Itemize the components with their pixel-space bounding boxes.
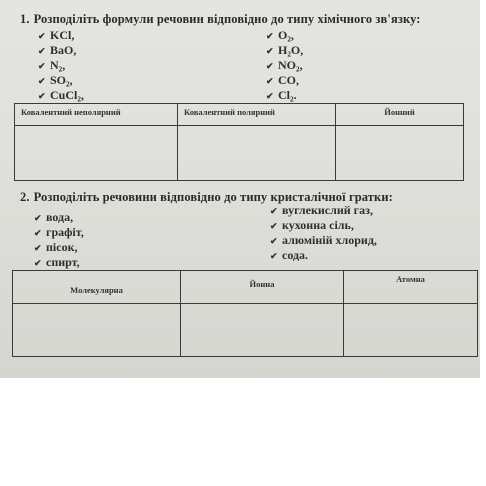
table-row bbox=[15, 126, 464, 181]
q1-left-item bbox=[38, 28, 74, 43]
column-covalent-nonpolar: Ковалентний неполярний bbox=[15, 104, 178, 126]
check-icon: ✔ bbox=[266, 91, 274, 101]
answer-cell[interactable] bbox=[344, 304, 478, 357]
check-icon: ✔ bbox=[38, 31, 46, 41]
check-icon: ✔ bbox=[34, 213, 42, 223]
check-icon: ✔ bbox=[34, 258, 42, 268]
answer-cell[interactable] bbox=[15, 126, 178, 181]
item-text: KCl, bbox=[50, 28, 75, 42]
answer-cell[interactable] bbox=[336, 126, 464, 181]
q1-left-item bbox=[38, 58, 65, 73]
question-2-number: 2. bbox=[20, 190, 30, 204]
item-text: графіт, bbox=[46, 225, 84, 239]
check-icon: ✔ bbox=[38, 91, 46, 101]
item-text: вуглекислий газ, bbox=[282, 203, 373, 217]
answer-cell[interactable] bbox=[13, 304, 181, 357]
q1-right-item bbox=[266, 28, 294, 43]
check-icon: ✔ bbox=[34, 243, 42, 253]
q1-left-item bbox=[38, 73, 73, 88]
q1-right-item bbox=[266, 88, 297, 103]
question-1-title bbox=[20, 12, 421, 27]
table-header-row bbox=[13, 271, 478, 304]
q1-right-item bbox=[266, 73, 299, 88]
q2-right-item bbox=[270, 218, 354, 233]
check-icon: ✔ bbox=[270, 236, 278, 246]
check-icon: ✔ bbox=[270, 206, 278, 216]
crystal-lattice-table bbox=[12, 270, 478, 357]
q1-left-item bbox=[38, 88, 84, 103]
column-atomic: Атомна bbox=[344, 271, 478, 304]
column-ionic-lattice: Йонна bbox=[181, 271, 344, 304]
q1-left-item bbox=[38, 43, 76, 58]
q2-left-item bbox=[34, 240, 78, 255]
check-icon: ✔ bbox=[38, 76, 46, 86]
question-1-text: Розподіліть формули речовин відповідно до типу хімічного зв'язку: bbox=[33, 12, 421, 26]
item-text: спирт, bbox=[46, 255, 80, 269]
answer-cell[interactable] bbox=[178, 126, 336, 181]
q2-left-item bbox=[34, 210, 73, 225]
q2-left-item bbox=[34, 225, 84, 240]
check-icon: ✔ bbox=[38, 46, 46, 56]
item-text: сода. bbox=[282, 248, 309, 262]
question-1-number: 1. bbox=[20, 12, 30, 26]
item-text: NO₂, bbox=[278, 58, 303, 72]
item-text: CO, bbox=[278, 73, 299, 87]
check-icon: ✔ bbox=[266, 61, 274, 71]
item-text: SO₂, bbox=[50, 73, 73, 87]
q2-left-item bbox=[34, 255, 80, 270]
item-text: Cl₂. bbox=[278, 88, 297, 102]
column-molecular: Молекулярна bbox=[13, 271, 181, 304]
item-text: BaO, bbox=[50, 43, 77, 57]
item-text: CuCl₂, bbox=[50, 88, 84, 102]
question-2-text: Розподіліть речовини відповідно до типу кристалічної гратки: bbox=[33, 190, 393, 204]
q1-right-item bbox=[266, 58, 303, 73]
q2-right-item bbox=[270, 203, 373, 218]
bond-type-table bbox=[14, 103, 464, 181]
check-icon: ✔ bbox=[34, 228, 42, 238]
q1-right-item bbox=[266, 43, 303, 58]
item-text: алюміній хлорид, bbox=[282, 233, 377, 247]
item-text: H₂O, bbox=[278, 43, 304, 57]
item-text: вода, bbox=[46, 210, 74, 224]
check-icon: ✔ bbox=[266, 76, 274, 86]
check-icon: ✔ bbox=[270, 251, 278, 261]
check-icon: ✔ bbox=[266, 46, 274, 56]
item-text: N₂, bbox=[50, 58, 66, 72]
check-icon: ✔ bbox=[266, 31, 274, 41]
q2-right-item bbox=[270, 233, 377, 248]
answer-cell[interactable] bbox=[181, 304, 344, 357]
q2-right-item bbox=[270, 248, 308, 263]
table-header-row bbox=[15, 104, 464, 126]
check-icon: ✔ bbox=[270, 221, 278, 231]
column-covalent-polar: Ковалентний полярний bbox=[178, 104, 336, 126]
column-ionic: Йонний bbox=[336, 104, 464, 126]
item-text: пісок, bbox=[46, 240, 78, 254]
table-row bbox=[13, 304, 478, 357]
item-text: O₂, bbox=[278, 28, 294, 42]
check-icon: ✔ bbox=[38, 61, 46, 71]
item-text: кухонна сіль, bbox=[282, 218, 354, 232]
